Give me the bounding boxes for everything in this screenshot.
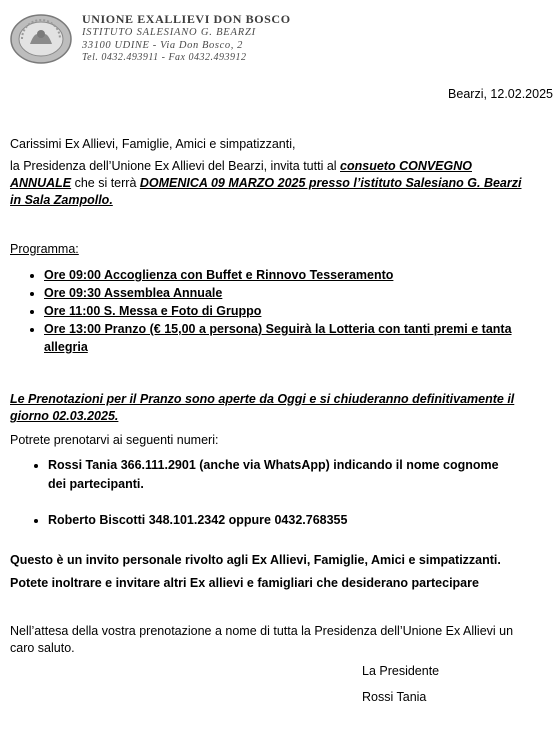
letterhead-phone-fax: Tel. 0432.493911 - Fax 0432.493912 [82,52,247,63]
intro-text-2: che si terrà [71,176,140,190]
intro-paragraph [10,158,525,209]
closing-paragraph: Nell’attesa della vostra prenotazione a nome di tutta la Presidenza dell’Unione Ex Allievi un caro saluto. [10,624,514,655]
program-item: • Ore 09:30 Assemblea Annuale [44,284,553,302]
program-item: • Ore 11:00 S. Messa e Foto di Gruppo [44,302,553,320]
event-name: consueto CONVEGNO ANNUALE [10,159,472,190]
intro-text-1: la Presidenza dell’Unione Ex Allievi del Bearzi, invita tutti al [10,159,341,173]
signature-role: La Presidente [362,664,440,678]
program-list [26,266,553,356]
letterhead-institute: ISTITUTO SALESIANO G. BEARZI [82,27,256,38]
event-date-place: DOMENICA 09 MARZO 2025 presso l’istituto Salesiano G. Bearzi in Sala Zampollo. [10,176,522,207]
reservation-notice: Le Prenotazioni per il Pranzo sono aperte da Oggi e si chiuderanno definitivamente il giorno 02.03.2025. [10,392,515,423]
program-heading: Programma: [10,242,79,256]
contacts-list [30,456,518,530]
association-seal-logo [10,14,72,64]
personal-invite-note: Questo è un invito personale rivolto agli Ex Allievi, Famiglie, Amici e simpatizzanti. [10,553,501,567]
letterhead-organization: UNIONE EXALLIEVI DON BOSCO [82,12,291,26]
program-item: • Ore 09:00 Accoglienza con Buffet e Rinnovo Tesseramento [44,266,553,284]
signature-name: Rossi Tania [362,690,427,704]
letter-date: Bearzi, 12.02.2025 [448,87,553,101]
forward-invite-note: Potete inoltrare e invitare altri Ex allievi e famigliari che desiderano partecipare [10,576,479,590]
phones-intro: Potrete prenotarvi ai seguenti numeri: [10,433,219,447]
contact-item: • Roberto Biscotti 348.101.2342 oppure 0432.768355 [48,511,518,530]
contact-item: • Rossi Tania 366.111.2901 (anche via WhatsApp) indicando il nome cognome dei partecipanti. [48,456,518,494]
letterhead-address: 33100 UDINE - Via Don Bosco, 2 [82,40,243,51]
greeting: Carissimi Ex Allievi, Famiglie, Amici e simpatizzanti, [10,137,296,151]
program-item: • Ore 13:00 Pranzo (€ 15,00 a persona) Seguirà la Lotteria con tanti premi e tanta allegria [44,320,553,356]
